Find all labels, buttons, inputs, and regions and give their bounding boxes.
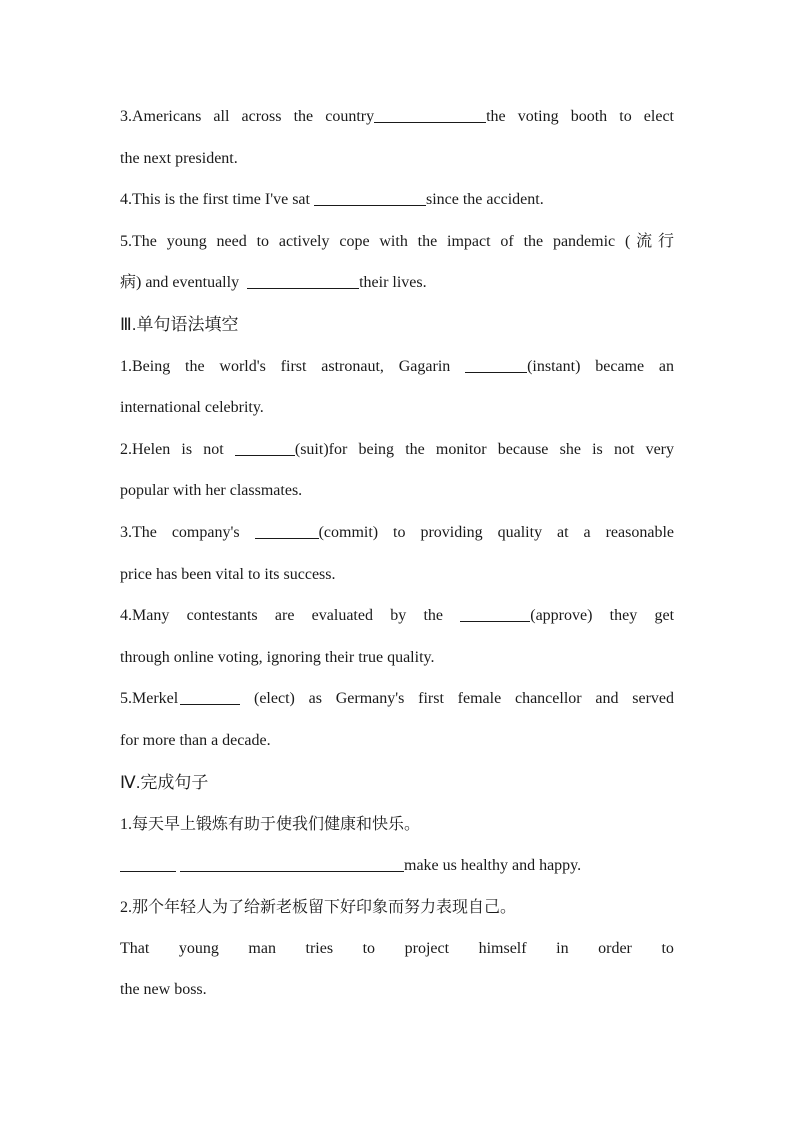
question-3-5-line-2 bbox=[120, 720, 674, 762]
question-text: 3.The company's bbox=[120, 523, 240, 541]
answer-blank[interactable] bbox=[314, 189, 426, 206]
question-2-5-line-1 bbox=[120, 221, 674, 263]
answer-blank[interactable] bbox=[235, 439, 295, 456]
question-2-4-line-1 bbox=[120, 179, 674, 221]
question-text: for more than a decade. bbox=[120, 731, 271, 749]
question-word: man bbox=[248, 939, 276, 957]
answer-blank[interactable] bbox=[180, 855, 404, 872]
question-text: 1.Being the world's first astronaut, Gagarin bbox=[120, 357, 451, 375]
answer-blank[interactable] bbox=[247, 272, 359, 289]
question-text: international celebrity. bbox=[120, 399, 264, 417]
question-text: through online voting, ignoring their true quality. bbox=[120, 648, 435, 666]
question-word: to bbox=[362, 939, 376, 957]
question-3-2-line-1 bbox=[120, 429, 674, 471]
question-text: (suit)for being the monitor because she is not very bbox=[294, 440, 675, 458]
question-3-3-line-2 bbox=[120, 554, 674, 596]
question-text: price has been vital to its success. bbox=[120, 565, 336, 583]
question-word: to bbox=[661, 939, 674, 957]
question-text: (commit) to providing quality at a reasonable bbox=[318, 523, 674, 541]
chinese-prompt: 那个年轻人为了给新老板留下好印象而努力表现自己。 bbox=[132, 897, 517, 917]
question-4-1-chinese bbox=[120, 803, 674, 845]
question-text: (instant) became an bbox=[527, 357, 675, 375]
question-3-4-line-1 bbox=[120, 595, 674, 637]
question-word: himself bbox=[478, 939, 527, 957]
answer-blank[interactable] bbox=[460, 605, 530, 622]
question-3-4-line-2 bbox=[120, 637, 674, 679]
question-text: since the accident. bbox=[425, 191, 544, 209]
question-text: 3.Americans all across the country bbox=[120, 108, 375, 125]
question-2-3-line-1 bbox=[120, 96, 674, 138]
question-4-2-english-line-2 bbox=[120, 969, 674, 1011]
question-text: 5.Merkel bbox=[120, 690, 179, 708]
answer-blank[interactable] bbox=[465, 356, 527, 373]
question-word: That bbox=[120, 939, 150, 957]
answer-blank[interactable] bbox=[374, 106, 486, 123]
question-text: the voting booth to elect bbox=[486, 108, 674, 125]
question-word: order bbox=[598, 939, 632, 957]
answer-blank[interactable] bbox=[120, 855, 176, 872]
section-4-heading: Ⅳ.完成句子 bbox=[120, 772, 209, 792]
worksheet-page bbox=[120, 96, 674, 1011]
question-word: in bbox=[556, 939, 569, 957]
question-text: 病) and eventually bbox=[120, 274, 240, 292]
question-3-2-line-2 bbox=[120, 470, 674, 512]
question-word: project bbox=[404, 939, 450, 957]
question-4-1-english bbox=[120, 845, 674, 887]
section-3-heading: Ⅲ.单句语法填空 bbox=[120, 314, 239, 334]
question-4-2-english-line-1 bbox=[120, 928, 674, 970]
answer-blank[interactable] bbox=[255, 522, 319, 539]
answer-blank[interactable] bbox=[180, 688, 240, 705]
question-text: their lives. bbox=[359, 274, 427, 292]
question-word: young bbox=[178, 939, 219, 957]
question-text: (approve) they get bbox=[530, 607, 675, 625]
question-3-3-line-1 bbox=[120, 512, 674, 554]
question-text: 2.Helen is not bbox=[120, 440, 224, 458]
question-text: the next president. bbox=[120, 149, 238, 167]
question-3-1-line-1 bbox=[120, 346, 674, 388]
question-number: 2. bbox=[120, 899, 132, 917]
question-4-2-chinese bbox=[120, 886, 674, 928]
question-text: 4.Many contestants are evaluated by the bbox=[120, 607, 443, 625]
chinese-prompt: 每天早上锻炼有助于使我们健康和快乐。 bbox=[132, 814, 421, 834]
question-text: popular with her classmates. bbox=[120, 482, 303, 500]
question-word: tries bbox=[305, 939, 334, 957]
question-text: 4.This is the first time I've sat bbox=[120, 191, 310, 209]
question-text: 5.The young need to actively cope with the impact of the pandemic (流行 bbox=[120, 232, 674, 250]
question-3-1-line-2 bbox=[120, 387, 674, 429]
question-text: the new boss. bbox=[120, 981, 207, 999]
question-text: make us healthy and happy. bbox=[404, 856, 582, 874]
question-2-5-line-2 bbox=[120, 262, 674, 304]
question-3-5-line-1 bbox=[120, 678, 674, 720]
question-text: (elect) as Germany's first female chancellor and served bbox=[253, 690, 674, 708]
question-2-3-line-2 bbox=[120, 138, 674, 180]
question-number: 1. bbox=[120, 816, 132, 834]
